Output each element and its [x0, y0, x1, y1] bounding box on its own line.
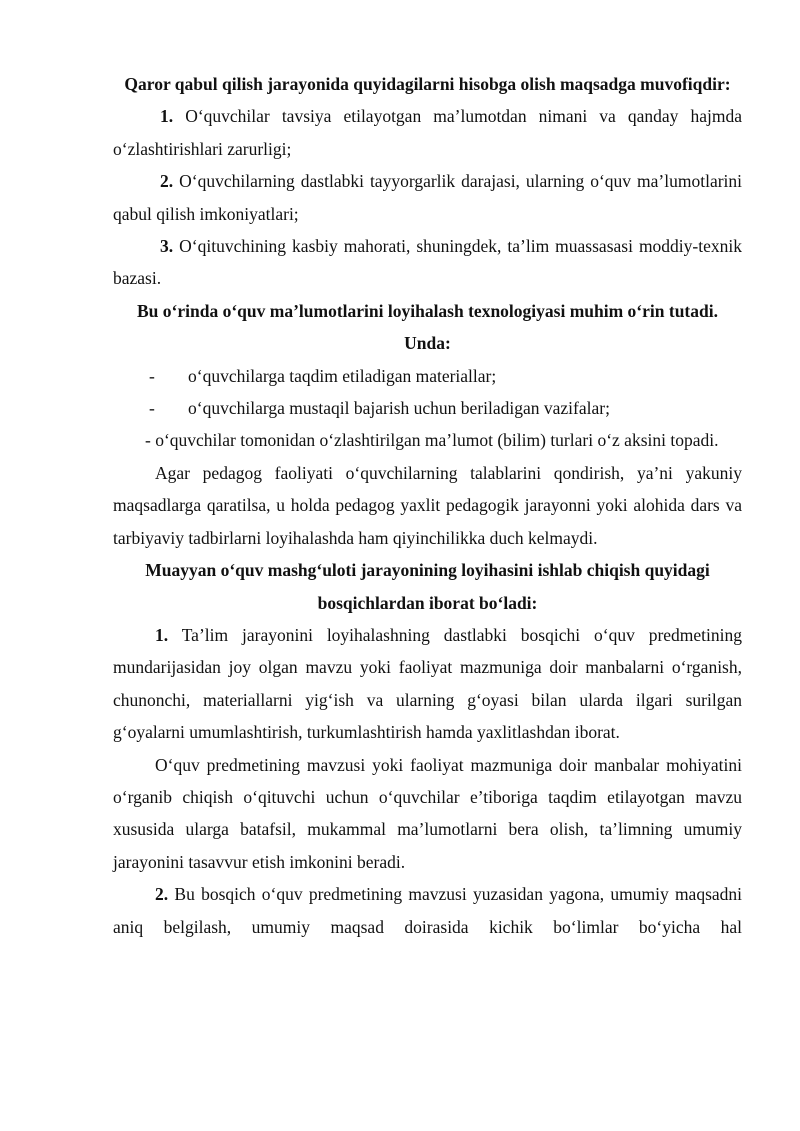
item-text: O‘quvchilar tavsiya etilayotgan ma’lumotdan nimani va qanday hajmda o‘zlashtirishlari zarurligi; — [113, 106, 743, 159]
dash-list-item — [113, 360, 742, 392]
section-heading: Qaror qabul qilish jarayonida quyidagilarni hisobga olish maqsadga muvofiqdir: — [124, 74, 731, 94]
dash-bullet: - — [149, 398, 155, 419]
dash-list-item — [113, 392, 742, 424]
item-text: Ta’lim jarayonini loyihalashning dastlabki bosqichi o‘quv predmetining mundarijasidan joy olgan mavzu yoki faoliyat mazmuniga doir manbalarni o‘rganish, chunonchi, materiallarni yig‘ish va ularning g‘oyasi bilan ularda ilgari surilgan g‘oyalarni umumlashtirish, turkumlashtirish hamda yaxlitlashdan iborat. — [113, 624, 743, 743]
document-page — [113, 68, 742, 943]
dash-paragraph: - o‘quvchilar tomonidan o‘zlashtirilgan ma’lumot (bilim) turlari o‘z aksini topadi. — [145, 430, 719, 451]
numbered-item — [113, 165, 742, 230]
section-heading: Bu o‘rinda o‘quv ma’lumotlarini loyihalash texnologiyasi muhim o‘rin tutadi. Unda: — [137, 300, 718, 354]
section-heading: Muayyan o‘quv mashg‘uloti jarayonining loyihasini ishlab chiqish quyidagi bosqichlardan iborat bo‘ladi: — [145, 560, 710, 613]
item-text: Bu bosqich o‘quv predmetining mavzusi yuzasidan yagona, umumiy maqsadni aniq belgilash, umumiy maqsad doirasida kichik bo‘limlar bo‘yicha hal — [113, 884, 743, 937]
item-number: 3. — [160, 236, 174, 257]
numbered-item — [113, 230, 742, 295]
item-text: o‘quvchilarga mustaqil bajarish uchun beriladigan vazifalar; — [188, 398, 610, 419]
item-text: O‘quvchilarning dastlabki tayyorgarlik darajasi, ularning o‘quv ma’lumotlarini qabul qilish imkoniyatlari; — [113, 171, 743, 224]
numbered-item — [113, 100, 742, 165]
body-paragraph: O‘quv predmetining mavzusi yoki faoliyat mazmuniga doir manbalar mohiyatini o‘rganib chiqish o‘qituvchi uchun o‘quvchilar e’tiboriga taqdim etilayotgan mavzu xususida ularga batafsil, mukammal ma’lumotlarni bera olish, ta’limning umumiy jarayonini tasavvur etish imkonini beradi. — [113, 754, 742, 872]
numbered-paragraph — [113, 619, 742, 749]
item-number: 2. — [160, 171, 174, 192]
item-number: 2. — [155, 884, 169, 905]
item-text: o‘quvchilarga taqdim etiladigan materiallar; — [188, 365, 497, 386]
item-number: 1. — [160, 106, 174, 127]
numbered-paragraph — [113, 878, 742, 943]
body-paragraph: Agar pedagog faoliyati o‘quvchilarning talablarini qondirish, ya’ni yakuniy maqsadlarga qaratilsa, u holda pedagog yaxlit pedagogik jarayonni yoki alohida dars va tarbiyaviy tadbirlarni loyihalashda ham qiyinchilikka duch kelmaydi. — [113, 462, 742, 548]
item-number: 1. — [155, 624, 169, 645]
item-text: O‘qituvchining kasbiy mahorati, shuningdek, ta’lim muassasasi moddiy-texnik bazasi. — [113, 236, 742, 289]
dash-bullet: - — [149, 365, 155, 386]
